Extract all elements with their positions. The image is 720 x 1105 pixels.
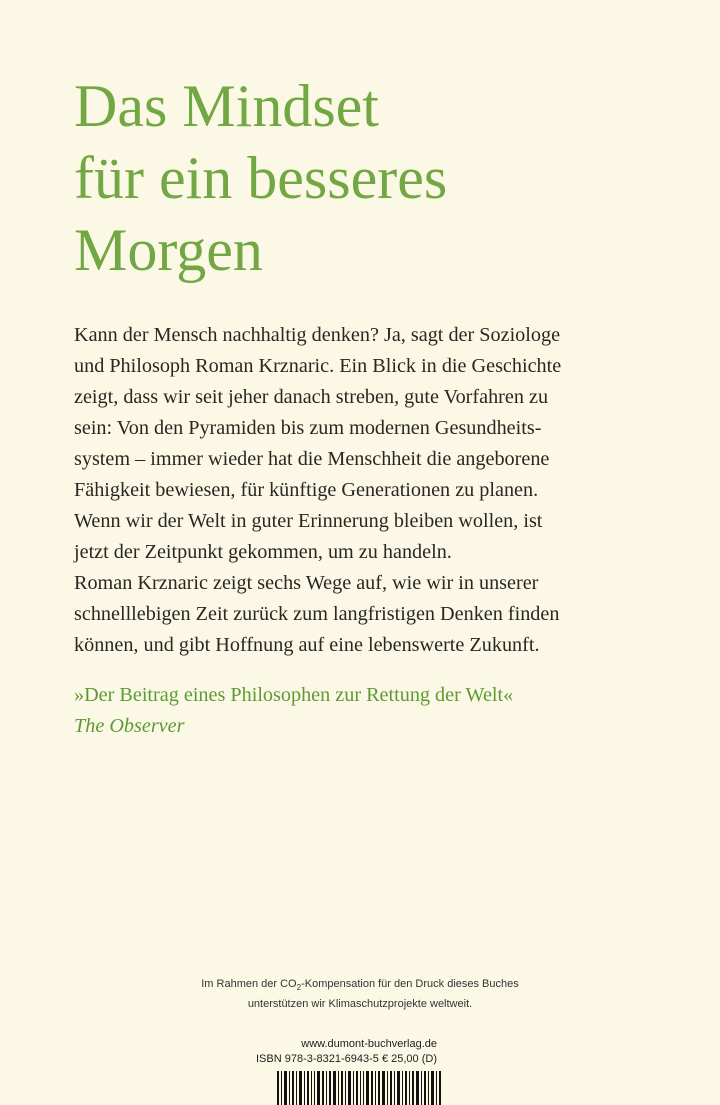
blurb-line: Wenn wir der Welt in guter Erinnerung bleiben wollen, ist bbox=[74, 510, 543, 532]
blurb-paragraph-1 bbox=[74, 320, 654, 568]
book-title bbox=[74, 70, 694, 286]
quote-text: »Der Beitrag eines Philosophen zur Rettung der Welt« bbox=[74, 684, 514, 706]
co2-compensation-note bbox=[0, 976, 720, 1012]
publisher-info bbox=[237, 1037, 437, 1067]
co2-note-line-1 bbox=[0, 976, 720, 996]
blurb-line: sein: Von den Pyramiden bis zum modernen Gesundheits- bbox=[74, 417, 542, 439]
isbn-price: ISBN 978-3-8321-6943-5 € 25,00 (D) bbox=[256, 1053, 437, 1065]
co2-note-text: Im Rahmen der CO bbox=[201, 978, 297, 990]
co2-subscript: 2 bbox=[296, 983, 302, 993]
title-line: für ein besseres bbox=[74, 145, 448, 211]
quote-source: The Observer bbox=[74, 715, 185, 737]
co2-note-text: -Kompensation für den Druck dieses Buches bbox=[301, 978, 519, 990]
blurb-line: Kann der Mensch nachhaltig denken? Ja, sagt der Soziologe bbox=[74, 324, 561, 346]
blurb-line: können, und gibt Hoffnung auf eine lebenswerte Zukunft. bbox=[74, 634, 540, 656]
co2-note-line-2: unterstützen wir Klimaschutzprojekte weltweit. bbox=[247, 998, 473, 1011]
blurb-line: Roman Krznaric zeigt sechs Wege auf, wie wir in unserer bbox=[74, 572, 539, 594]
blurb-line: schnelllebigen Zeit zurück zum langfristigen Denken finden bbox=[74, 603, 560, 625]
barcode-icon bbox=[275, 1071, 445, 1105]
blurb-line: system – immer wieder hat die Menschheit die angeborene bbox=[74, 448, 550, 470]
blurb-line: und Philosoph Roman Krznaric. Ein Blick in die Geschichte bbox=[74, 355, 562, 377]
blurb-line: zeigt, dass wir seit jeher danach streben, gute Vorfahren zu bbox=[74, 386, 549, 408]
blurb-paragraph-2 bbox=[74, 568, 654, 661]
publisher-website: www.dumont-buchverlag.de bbox=[301, 1038, 437, 1050]
title-line: Morgen bbox=[74, 217, 263, 283]
blurb-line: Fähigkeit bewiesen, für künftige Generationen zu planen. bbox=[74, 479, 539, 501]
title-line: Das Mindset bbox=[74, 73, 379, 139]
press-quote bbox=[74, 680, 674, 742]
blurb-line: jetzt der Zeitpunkt gekommen, um zu handeln. bbox=[74, 541, 452, 563]
